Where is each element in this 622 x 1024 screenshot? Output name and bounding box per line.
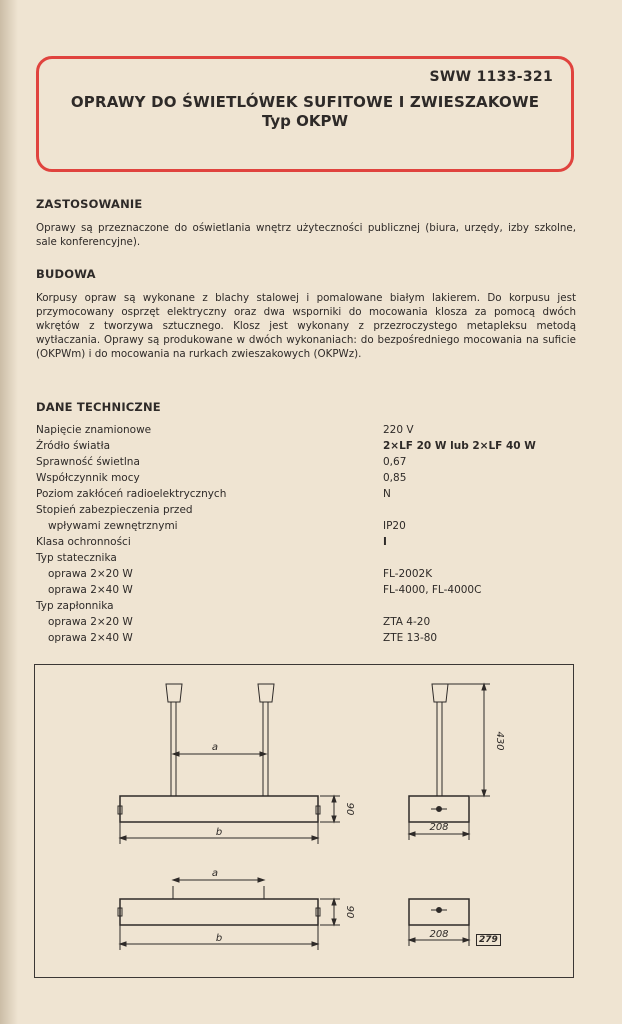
document-subtitle: Typ OKPW (261, 112, 349, 130)
dim-label-a-bottom: a (211, 868, 219, 879)
dim-label-208-top: 208 (429, 822, 449, 833)
spec-value: 0,85 (383, 472, 407, 484)
spec-value: 220 V (383, 424, 414, 436)
catalog-code: SWW 1133-321 (429, 69, 553, 85)
spec-value: 0,67 (383, 456, 407, 468)
spec-value: ZTE 13-80 (383, 632, 438, 644)
spec-value: ZTA 4-20 (383, 616, 431, 628)
dim-label-208-bottom: 208 (429, 929, 449, 940)
paragraph-budowa: Korpusy opraw są wykonane z blachy stalowej i pomalowane białym lakierem. Do korpusu jest przymocowany osprzęt elektryczny oraz dwa wsporniki do mocowania klosza za pomocą dwóch wkrętów z tworzywa sztucznego. Klosz jest wykonany z przezroczystego metapleksu metodą wytłaczania. Oprawy są produkowane w dwóch wykonaniach: do bezpośredniego mocowania na suficie (OKPWm) i do mocowania na rurkach zwieszakowych (OKPWz). (36, 292, 576, 360)
spec-label: Klasa ochronności (36, 536, 131, 548)
spec-label: Źródło światła (36, 440, 111, 452)
spec-value: 2×LF 20 W lub 2×LF 40 W (383, 440, 536, 452)
spec-label: Współczynnik mocy (36, 472, 140, 484)
spec-label: Typ statecznika (36, 552, 117, 564)
dim-label-430: 430 (494, 731, 505, 751)
section-title-dane: DANE TECHNICZNE (36, 400, 161, 414)
spec-label: oprawa 2×20 W (48, 616, 133, 628)
paragraph-zastosowanie: Oprawy są przeznaczone do oświetlania wnętrz użyteczności publicznej (biura, urzędy, izby szkolne, sale konferencyjne). (36, 222, 576, 248)
spec-label: oprawa 2×40 W (48, 584, 133, 596)
spec-label: Typ zapłonnika (36, 600, 114, 612)
technical-drawing (34, 664, 574, 978)
section-title-zastosowanie: ZASTOSOWANIE (36, 197, 143, 211)
spec-label: Napięcie znamionowe (36, 424, 152, 436)
spec-label: Sprawność świetlna (36, 456, 140, 468)
spec-value: FL-2002K (383, 568, 433, 580)
spec-label: Poziom zakłóceń radioelektrycznych (36, 488, 227, 500)
dim-label-b-bottom: b (215, 933, 223, 944)
dim-label-90-bottom: 90 (344, 905, 355, 919)
suspended-fixture-side-view (409, 684, 490, 840)
dim-label-b-top: b (215, 827, 223, 838)
dim-label-90-top: 90 (344, 802, 355, 816)
page-binding-shadow (0, 0, 18, 1024)
spec-label: oprawa 2×40 W (48, 632, 133, 644)
suspended-fixture-front-view (118, 684, 340, 844)
spec-value: IP20 (383, 520, 406, 532)
spec-value: N (383, 488, 391, 500)
spec-label: wpływami zewnętrznymi (48, 520, 178, 532)
spec-value: FL-4000, FL-4000C (383, 584, 482, 596)
title-box (36, 56, 574, 172)
dim-label-a-top: a (211, 742, 219, 753)
spec-label: oprawa 2×20 W (48, 568, 133, 580)
section-title-budowa: BUDOWA (36, 267, 96, 281)
ceiling-fixture-front-view (118, 878, 340, 950)
document-title: OPRAWY DO ŚWIETLÓWEK SUFITOWE I ZWIESZAKOWE (70, 93, 540, 111)
spec-value: I (383, 536, 387, 548)
page-number: 279 (476, 934, 501, 946)
spec-label: Stopień zabezpieczenia przed (36, 504, 193, 516)
